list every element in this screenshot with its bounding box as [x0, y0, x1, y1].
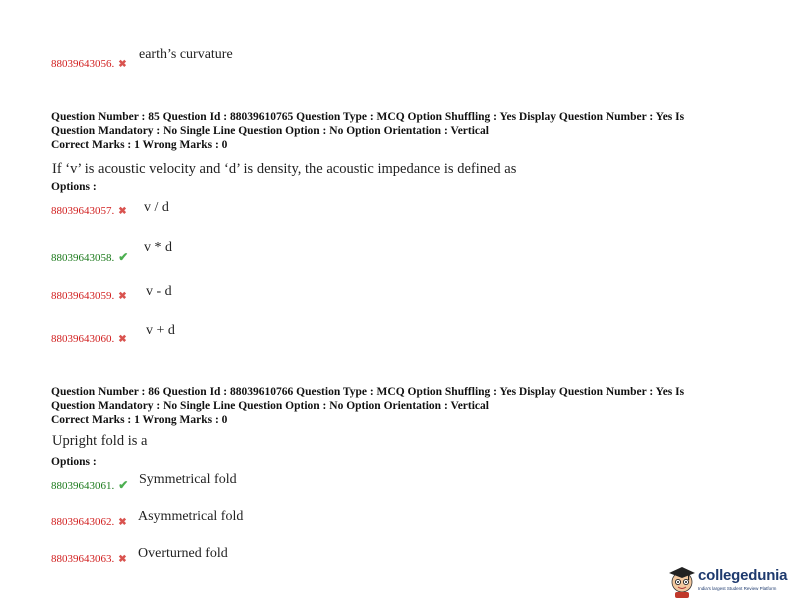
option-text: Overturned fold: [138, 546, 228, 561]
option-id: 88039643058. ✔: [51, 250, 129, 264]
wrong-mark-icon: ✖: [118, 554, 127, 565]
wrong-mark-icon: ✖: [118, 291, 127, 302]
question-meta: Question Number : 85 Question Id : 88039610765 Question Type : MCQ Option Shuffling : Yes Display Question Number : Yes Is Question Mandatory : No Single Line Question Option : No Option Orientation : Vertical Correct Marks : 1 Wrong Marks : 0: [51, 111, 685, 151]
option-id: 88039643057. ✖: [51, 205, 127, 217]
wrong-mark-icon: ✖: [118, 206, 127, 217]
question-text: Upright fold is a: [52, 433, 148, 449]
question-text: If ‘v’ is acoustic velocity and ‘d’ is density, the acoustic impedance is defined as: [52, 161, 517, 177]
option-id: 88039643063. ✖: [51, 553, 127, 565]
logo-wordmark: collegedunia: [698, 567, 788, 584]
option-text: earth’s curvature: [139, 47, 233, 62]
wrong-mark-icon: ✖: [118, 59, 127, 70]
option-id: 88039643061. ✔: [51, 478, 129, 492]
option-text: Symmetrical fold: [139, 472, 237, 487]
wrong-mark-icon: ✖: [118, 517, 127, 528]
correct-check-icon: ✔: [118, 250, 129, 264]
correct-check-icon: ✔: [118, 478, 129, 492]
question-meta: Question Number : 86 Question Id : 88039610766 Question Type : MCQ Option Shuffling : Yes Display Question Number : Yes Is Question Mandatory : No Single Line Question Option : No Option Orientation : Vertical Correct Marks : 1 Wrong Marks : 0: [51, 386, 685, 426]
option-text: v * d: [144, 240, 172, 255]
wrong-mark-icon: ✖: [118, 334, 127, 345]
option-id: 88039643060. ✖: [51, 333, 127, 345]
option-text: Asymmetrical fold: [138, 509, 244, 524]
option-text: v - d: [146, 284, 172, 299]
option-id: 88039643062. ✖: [51, 516, 127, 528]
option-id: 88039643056. ✖: [51, 58, 127, 70]
option-text: v / d: [144, 200, 169, 215]
option-text: v + d: [146, 323, 175, 338]
logo-tagline: India's largest Student Review Platform: [698, 586, 777, 591]
options-label: Options :: [51, 181, 97, 193]
student-mascot-icon: [668, 565, 696, 599]
collegedunia-logo: [668, 565, 786, 601]
options-label: Options :: [51, 456, 97, 468]
option-id: 88039643059. ✖: [51, 290, 127, 302]
